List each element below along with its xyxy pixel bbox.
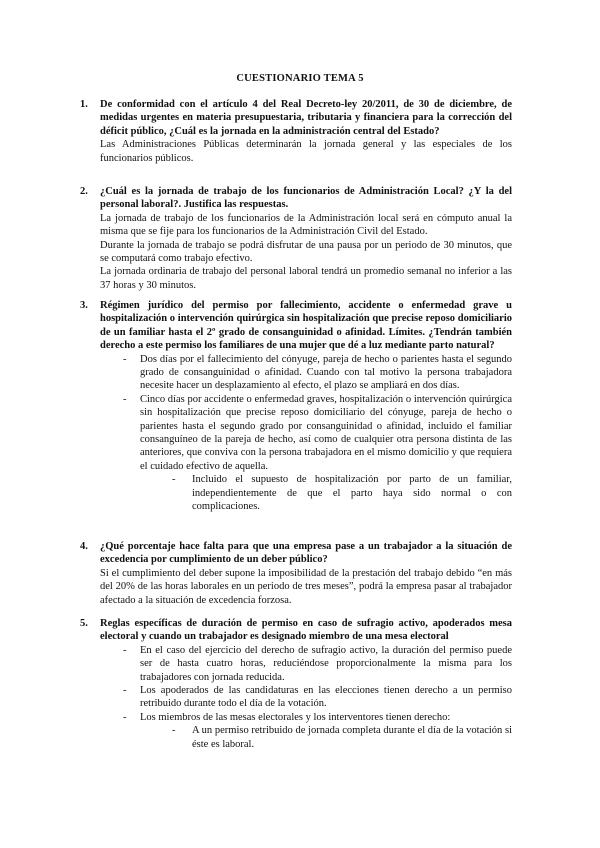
question-number: 2. (80, 186, 88, 197)
question-number: 1. (80, 99, 88, 110)
sub-list-item: - Incluido el supuesto de hospitalización por parto de un familiar, independientemente de que el parto haya sido normal o con complicaciones. (100, 473, 512, 513)
answer-sublist (100, 724, 512, 751)
question-5 (80, 617, 512, 751)
answer-paragraph: Durante la jornada de trabajo se podrá disfrutar de una pausa por un periodo de 30 minutos, que se computará como trabajo efectivo. (100, 239, 512, 265)
answer-paragraph: Si el cumplimiento del deber supone la imposibilidad de la prestación del trabajo debido “en más del 20% de las horas laborales en un periodo de tres meses”, podrá la empresa pasar al trabajador afectado a la situación de excedencia forzosa. (100, 567, 512, 606)
list-item: - Dos días por el fallecimiento del cónyuge, pareja de hecho o parientes hasta el segundo grado de consanguinidad o afinidad. Cuando con tal motivo la persona trabajadora necesite hacer un desplazamiento al efecto, el plazo se ampliará en dos días. (100, 353, 512, 393)
list-item: - En el caso del ejercicio del derecho de sufragio activo, la duración del permiso puede ser de hasta cuatro horas, reduciéndose proporcionalmente la misma para los trabajadores con jornada reducida. (100, 644, 512, 684)
question-text: ¿Cuál es la jornada de trabajo de los funcionarios de Administración Local? ¿Y la del personal laboral?. Justifica las respuestas. (100, 186, 512, 211)
sub-list-item: - A un permiso retribuido de jornada completa durante el día de la votación si éste es laboral. (100, 724, 512, 751)
answer-list (100, 644, 512, 724)
question-3 (80, 299, 512, 514)
question-text: ¿Qué porcentaje hace falta para que una empresa pase a un trabajador a la situación de excedencia por cumplimiento de un deber público? (100, 541, 512, 566)
answer-list (100, 353, 512, 474)
list-item: - Cinco días por accidente o enfermedad graves, hospitalización o intervención quirúrgica sin hospitalización que precise reposo domiciliario del cónyuge, pareja de hecho o parientes hasta el segundo grado por consanguinidad o afinidad, incluido el familiar consanguíneo de la pareja de hecho, así como de cualquier otra persona distinta de las anteriores, que conviva con la persona trabajadora en el mismo domicilio y que requiera el cuidado efectivo de aquella. (100, 393, 512, 473)
question-1 (80, 98, 512, 165)
answer-paragraph: Las Administraciones Públicas determinarán la jornada general y las especiales de los funcionarios públicos. (100, 139, 512, 164)
question-number: 4. (80, 541, 88, 552)
question-number: 5. (80, 618, 88, 629)
question-text: Reglas específicas de duración de permiso en caso de sufragio activo, apoderados mesa electoral y cuando un trabajador es designado miembro de una mesa electoral (100, 618, 512, 643)
answer-sublist (100, 473, 512, 513)
question-number: 3. (80, 300, 88, 311)
question-4 (80, 540, 512, 607)
answer-paragraph: La jornada de trabajo de los funcionarios de la Administración local será en cómputo anual la misma que se fije para los funcionarios de la Administración Civil del Estado. (100, 212, 512, 238)
question-text: Régimen jurídico del permiso por fallecimiento, accidente o enfermedad grave u hospitalización o intervención quirúrgica sin hospitalización que precise reposo domiciliario de un familiar hasta el 2º grado de consanguinidad o afinidad. Límites. ¿Tendrán también derecho a este permiso los familiares de una mujer que dé a luz mediante parto natural? (100, 300, 512, 352)
list-item: - Los apoderados de las candidaturas en las elecciones tienen derecho a un permiso retribuido durante todo el día de la votación. (100, 684, 512, 711)
list-item: - Los miembros de las mesas electorales y los interventores tienen derecho: (100, 711, 512, 724)
document-title: CUESTIONARIO TEMA 5 (236, 73, 364, 84)
answer-paragraph: La jornada ordinaria de trabajo del personal laboral tendrá un promedio semanal no inferior a las 37 horas y 30 minutos. (100, 266, 512, 291)
question-text: De conformidad con el artículo 4 del Real Decreto-ley 20/2011, de 30 de diciembre, de medidas urgentes en materia presupuestaria, tributaria y financiera para la corrección del déficit público, ¿Cuál es la jornada en la administración central del Estado? (100, 99, 512, 137)
question-2 (80, 185, 512, 292)
